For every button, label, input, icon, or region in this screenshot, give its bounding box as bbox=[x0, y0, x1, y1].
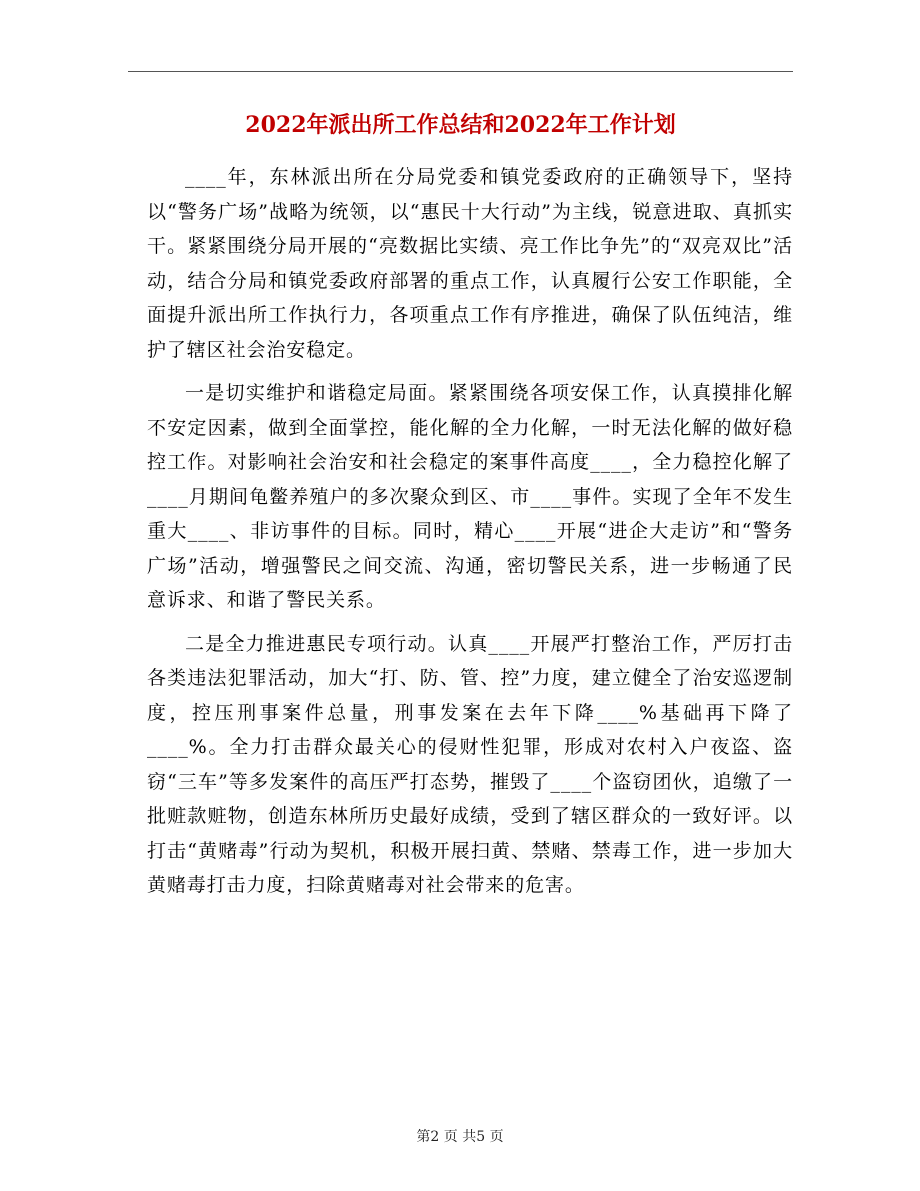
document-title: 2022年派出所工作总结和2022年工作计划 bbox=[245, 112, 676, 138]
paragraph-crackdown: 二是全力推进惠民专项行动。认真____开展严打整治工作，严厉打击各类违法犯罪活动，加大“打、防、管、控”力度，建立健全了治安巡逻制度，控压刑事案件总量，刑事发案在去年下降____%基础再下降了____%。全力打击群众最关心的侵财性犯罪，形成对农村入户夜盗、盗窃“三车”等多发案件的高压严打态势，摧毁了____个盗窃团伙，追缴了一批赃款赃物，创造东林所历史最好成绩，受到了辖区群众的一致好评。以打击“黄赌毒”行动为契机，积极开展扫黄、禁赌、禁毒工作，进一步加大黄赌毒打击力度，扫除黄赌毒对社会带来的危害。 bbox=[147, 632, 793, 896]
header-rule bbox=[128, 71, 793, 72]
page-number: 第2 页 共5 页 bbox=[416, 1129, 504, 1145]
document-body bbox=[147, 160, 793, 912]
paragraph-intro: ____年，东林派出所在分局党委和镇党委政府的正确领导下，坚持以“警务广场”战略为统领，以“惠民十大行动”为主线，锐意进取、真抓实干。紧紧围绕分局开展的“亮数据比实绩、亮工作比争先”的“双亮双比”活动，结合分局和镇党委政府部署的重点工作，认真履行公安工作职能，全面提升派出所工作执行力，各项重点工作有序推进，确保了队伍纯洁，维护了辖区社会治安稳定。 bbox=[147, 166, 793, 361]
paragraph-stability: 一是切实维护和谐稳定局面。紧紧围绕各项安保工作，认真摸排化解不安定因素，做到全面掌控，能化解的全力化解，一时无法化解的做好稳控工作。对影响社会治安和社会稳定的案事件高度____，全力稳控化解了____月期间龟鳖养殖户的多次聚众到区、市____事件。实现了全年不发生重大____、非访事件的目标。同时，精心____开展“进企大走访”和“警务广场”活动，增强警民之间交流、沟通，密切警民关系，进一步畅通了民意诉求、和谐了警民关系。 bbox=[147, 382, 793, 611]
